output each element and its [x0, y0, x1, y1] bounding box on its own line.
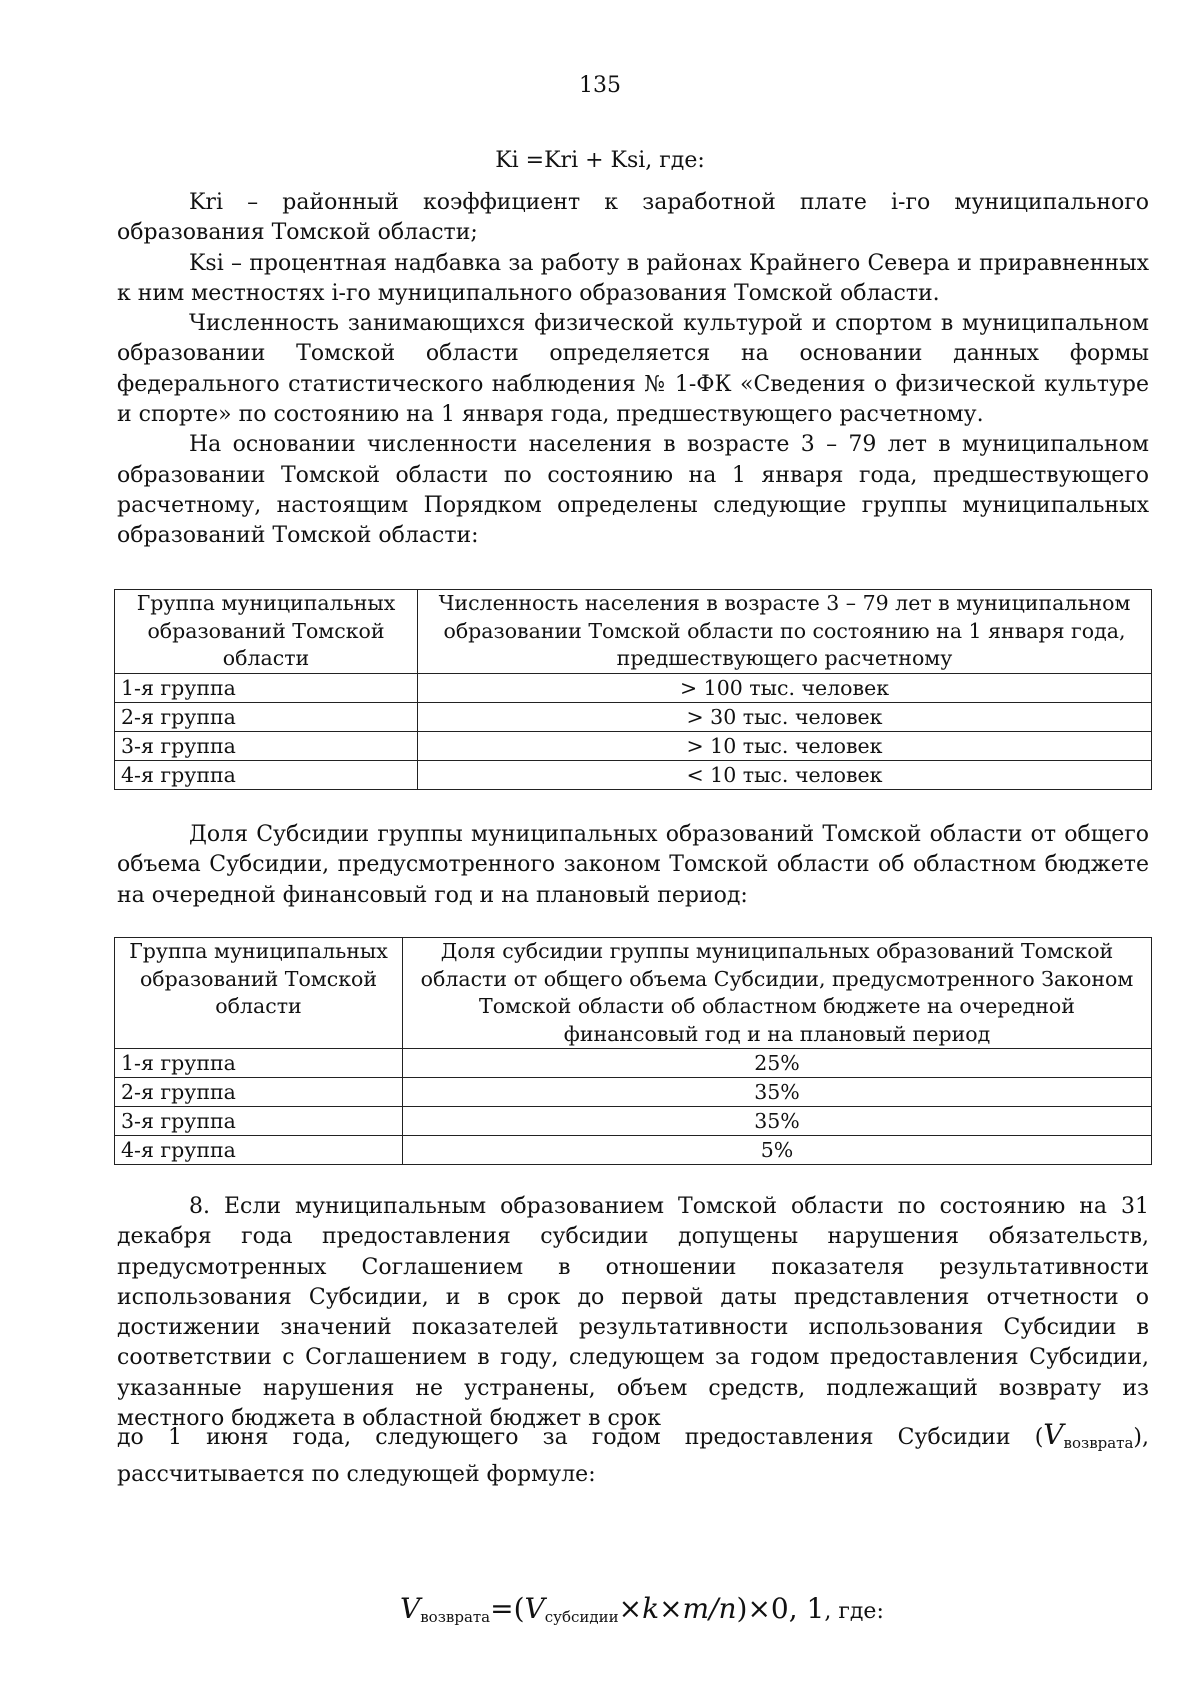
table-row	[115, 1078, 1152, 1107]
table-row	[115, 1136, 1152, 1165]
v-subscript: возврата	[1063, 1434, 1134, 1452]
table-cell: 4-я группа	[115, 1136, 403, 1165]
paragraph-ksi: Ksi – процентная надбавка за работу в районах Крайнего Севера и приравненных к ним местностях i-го муниципального образования Томской области.	[117, 250, 1149, 306]
table-row	[115, 731, 1152, 760]
paragraph-8: 8. Если муниципальным образованием Томской области по состоянию на 31 декабря года предоставления субсидии допущены нарушения обязательств, предусмотренных Соглашением в отношении показателя результативности использования Субсидии, и в срок до первой даты представления отчетности о достижении значений показателей результативности использования Субсидии в соответствии с Соглашением в году, следующем за годом предоставления Субсидии, указанные нарушения не устранены, объем средств, подлежащий возврату из местного бюджета в областной бюджет в срок	[117, 1194, 1149, 1432]
formula-close: )×0, 1	[736, 1592, 825, 1625]
paragraph-count: Численность занимающихся физической культурой и спортом в муниципальном образовании Томской области определяется на основании данных формы федерального статистического наблюдения № 1-ФК «Сведения о физической культуре и спорте» по состоянию на 1 января года, предшествующего расчетному.	[117, 311, 1149, 428]
page-number: 135	[579, 73, 621, 98]
table-cell: > 30 тыс. человек	[418, 702, 1152, 731]
table-cell: 2-я группа	[115, 702, 418, 731]
table-cell: < 10 тыс. человек	[418, 760, 1152, 789]
table-row	[115, 760, 1152, 789]
formula-eq: =(	[490, 1592, 525, 1625]
table-cell: 1-я группа	[115, 1049, 403, 1078]
formula-sub-left: возврата	[420, 1608, 491, 1626]
close-paren: ),	[1133, 1425, 1149, 1450]
paragraph-kri: Kri – районный коэффициент к заработной плате i-го муниципального образования Томской области;	[117, 190, 1149, 246]
table-cell: 3-я группа	[115, 1107, 403, 1136]
text-block-2	[117, 820, 1149, 911]
table-row	[115, 1107, 1152, 1136]
table-header-row	[115, 590, 1152, 674]
paragraph-groups: На основании численности населения в возрасте 3 – 79 лет в муниципальном образовании Томской области по состоянию на 1 января года, предшествующего расчетному, настоящим Порядком определены следующие группы муниципальных образований Томской области:	[117, 432, 1149, 549]
table-cell: 3-я группа	[115, 731, 418, 760]
paragraph-share: Доля Субсидии группы муниципальных образований Томской области от общего объема Субсидии, предусмотренного законом Томской области об областном бюджете на очередной финансовый год и на плановый период:	[117, 822, 1149, 908]
subsidy-share-table	[114, 937, 1152, 1165]
table-row	[115, 1049, 1152, 1078]
table-header-cell: Группа муниципальных образований Томской области	[115, 938, 403, 1049]
formula-factors: ×k×m/n	[618, 1592, 737, 1625]
table-cell: 5%	[403, 1136, 1152, 1165]
line-calc: рассчитывается по следующей формуле:	[117, 1462, 596, 1487]
line-until-june	[117, 1418, 1149, 1452]
table-cell: 4-я группа	[115, 760, 418, 789]
v-variable: V	[1043, 1418, 1064, 1451]
table-cell: > 100 тыс. человек	[418, 673, 1152, 702]
table-header-cell: Доля субсидии группы муниципальных образований Томской области от общего объема Субсидии, предусмотренного Законом Томской области об областном бюджете на очередной финансовый год и на плановый период	[403, 938, 1152, 1049]
table-cell: 35%	[403, 1107, 1152, 1136]
return-formula	[400, 1592, 884, 1626]
table-cell: > 10 тыс. человек	[418, 731, 1152, 760]
formula-ki: Ki =Kri + Ksi, где:	[495, 148, 705, 173]
table-cell: 35%	[403, 1078, 1152, 1107]
table-header-cell: Численность населения в возрасте 3 – 79 лет в муниципальном образовании Томской области по состоянию на 1 января года, предшествующего расчетному	[418, 590, 1152, 674]
formula-gde: , где:	[824, 1599, 884, 1624]
text-block-3	[117, 1192, 1149, 1434]
table-row	[115, 673, 1152, 702]
population-groups-table	[114, 589, 1152, 790]
line-until-text: до 1 июня года, следующего за годом предоставления Субсидии (	[117, 1425, 1044, 1450]
table-header-row	[115, 938, 1152, 1049]
formula-v: V	[400, 1592, 421, 1625]
table-row	[115, 702, 1152, 731]
table-header-cell: Группа муниципальных образований Томской области	[115, 590, 418, 674]
table-cell: 25%	[403, 1049, 1152, 1078]
table-cell: 2-я группа	[115, 1078, 403, 1107]
formula-v2: V	[524, 1592, 545, 1625]
table-cell: 1-я группа	[115, 673, 418, 702]
formula-sub-right: субсидии	[544, 1608, 619, 1626]
text-block-1	[117, 188, 1149, 552]
